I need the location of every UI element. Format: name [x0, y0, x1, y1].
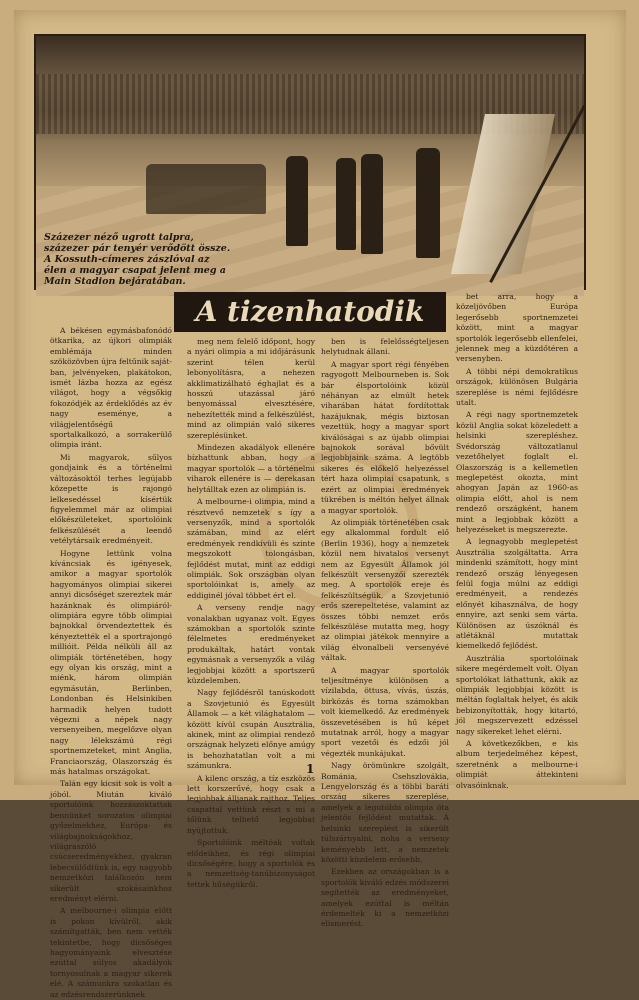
- paragraph: A melbourne-i olimpia, mind a résztvevő nemzetek s így a versenyzők, mind a sportolók számában, mind az elért eredmények rendkívüli és szinte megszokott tolongásban, fejlődést mutat, mint az eddigi olimpiák. Sok országban olyan sportolóinkat is, amely az eddiginél jóval többet ért el.: [187, 497, 315, 600]
- athlete-figure: [146, 164, 266, 214]
- text-column-4: [456, 292, 578, 790]
- paragraph: Talán egy kicsit sok is volt a jóból. Miután kiváló sportolóink hozzászoktattak bennünket sorozatos olimpiai győzelmekhez, Európa- és világbajnokságokhoz, világraszóló csúcseredményekhez, gyakran lebecsülődtünk is, egy nagyobb nemzetközi találkozón nem sikerült szokásainkhoz eredményt elérni.: [50, 779, 172, 903]
- paragraph: A következőkben, e kis album terjedelméhez képest, szeretnénk a melbourne-i olimpiát áttekinteni olvasóinknak.: [456, 739, 578, 790]
- paragraph: Sportolóink méltóak voltak elődeikhez, és régi olimpiai dicsőségére, hogy a sportolók és a nemzetiség-tanúbizonyságot tettek hűségükről.: [187, 838, 315, 889]
- paragraph: A többi népi demokratikus országok, különösen Bulgária szereplése is némi fejlődésre utalt.: [456, 366, 578, 408]
- paragraph: meg nem felelő időpont, hogy a nyári olimpia a mi időjárásunk szerint télen kerül lebonyolításra, a nehezen akklimatizálható éghajlat és a hosszú utazással járó benyomással elvesztésére, nehezítették mind a felkészülést, mind az olimpián való sikeres szereplésünket.: [187, 337, 315, 440]
- paragraph: A legnagyobb meglepetést Ausztrália szolgáltatta. Arra mindenki számított, hogy mint rendező ország lényegesen felül fogja múlni az eddigi eredményeit, a rendezés előnyét kihasználva, de hogy ennyire, azt senki sem várta. Különösen az úszóknál és atlétáknál mutattak kiemelkedő fejlődést.: [456, 537, 578, 651]
- paragraph: Ezekben az országokban is a sportolók kiváló edzés módszerei segítették az eredményeket, amelyek ezúttal is méltán érdemelték ki a nemzetközi elismerést.: [321, 867, 449, 929]
- paragraph: bet arra, hogy a közeljövőben Európa legerősebb sportnemzetei között, mint a magyar sportolók legerősebb ellenfelei, jelennek meg a küzdőtéren a versenyben.: [456, 292, 578, 364]
- paragraph: A melbourne-i olimpia előtt is pokon kívülről, akik számítgatták, ben nem vették tekintetbe, hogy dicsőséges hagyományaink elvesztése ezúttal súlyos akadályok tornyosulnak a magyar sikerek elé. A számunkra szokatlan és az edzésrendszerünknek: [50, 906, 172, 999]
- paragraph: Mindezen akadályok ellenére bízhattunk abban, hogy a magyar sportolók — a történelmi viharok ellenére is — derekasan helytálltak ezen az olimpián is.: [187, 443, 315, 494]
- paragraph: Ausztrália sportolóinak sikere megérdemelt volt. Olyan sportolókat láthattunk, akik az olimpiák legjobbjai között is méltán foglaltak helyet, és akik bebizonyították, hogy kitartó, jól megszervezett edzéssel nagy sikereket lehet elérni.: [456, 653, 578, 736]
- paragraph: A magyar sport régi fényében ragyogott Melbourneben is. Sok bár élsportolóink közül néhányan az elmúlt hetek viharában hátat fordítottak hazájuknak, mégis biztosan vezettük, hogy a magyar sport kiválóságai s az újabb olimpiai bajnokok sorával bővült legjobbjaink száma. A legtöbb sikeres és előkelő helyezéssel tért haza olimpiai csapatunk, s ezért az olimpiai eredmények tükrében is méltón helyet állnak a magyar sportolók.: [321, 359, 449, 515]
- paragraph: A régi nagy sportnemzetek közül Anglia sokat közeledett a helsinki szerepléshez. Svédország változatlanul vezetőhelyet foglalt el. Olaszország is a kellemetlen meglepetést okozta, mint ahogyan Japán az 1960-as olimpia előtt, ahol is nem rendező országként, hanem mint a legjobbak között a helyezéseket is megszerezte.: [456, 410, 578, 534]
- paragraph: Mi magyarok, sűlyos gondjaink és a történelmi változásoktól terhes legújabb közepette is rajongó lelkesedéssel kísértük figyelemmel már az olimpiai előkészületeket, sportolóink felkészülését a leendő vetélytársaik eredményeit.: [50, 452, 172, 546]
- paragraph: A kilenc ország, a tíz eszközös lett korszerűvé, hogy csak a legjobbak álljanak rajthoz. Teljes csapattal vettünk részt s mi a tőlünk telhető legjobbat nyújtottuk.: [187, 773, 315, 835]
- page-number: 1: [306, 762, 315, 776]
- paragraph: Hogyne lettünk volna kíváncsiak és igényesek, amikor a magyar sportolók hagyományos olimpiai sikerei annyi dicsőséget szereztek már hazánknak és olimpiáról-olimpiára egyre több olimpiai bajnokkal örvendeztettek és kényeztették el a sportrajongó millióit. Példa nélküli áll az olimpiák történetében, hogy egy olyan kis ország, mint a miénk, három olimpián egymásután, Berlinben, Londonban és Helsinkiben harmadik helyen tudott végezni a népek nagy versenyeiben, megelőzve olyan nagy lélekszámú régi sportnemzeteket, mint Anglia, Franciaország, Olaszország és más hatalmas országokat.: [50, 548, 172, 777]
- athlete-figure: [416, 148, 440, 258]
- paragraph: Nagy örömünkre szolgált, Románia, Csehszlovákia, Lengyelország és a többi baráti ország sikeres szereplése, amelyek a legutóbbi olimpia óta jelentős fejlődést mutattak. A helsinki szereplést is sikerült túlszárnyalni, noha a verseny keményebb lett, a nemzetek közötti küzdelem erősebb.: [321, 761, 449, 864]
- title-banner: [174, 292, 446, 332]
- athlete-figure: [286, 156, 308, 246]
- paragraph: A verseny rendje nagy vonalakban ugyanaz volt. Egyes számokban a sportolók szinte félelmetes eredményeket produkáltak, határt vontak egymásnak a versenyzők a világ legjobbjai között a sportszerű küzdelemben.: [187, 603, 315, 685]
- article-title: A tizenhatodik: [195, 295, 425, 328]
- text-column-3: [321, 337, 449, 929]
- paragraph: ben is felelősségteljesen helytudnak állani.: [321, 337, 449, 357]
- paragraph: Az olimpiák történetében csak egy alkalommal fordult elő (Berlin 1936), hogy a nemzetek közül nem hivatalos versenyt nem az Egyesült Államok jól felkészült versenyzői szerezték meg. A sportolók ereje és felkészültségük, a Szovjetunió erős szerepeltetése, valamint az összes többi nemzet erős felkészülése mutatta meg, hogy az olimpiai játékok mennyire a világ élvonalbeli versenyévé váltak.: [321, 517, 449, 663]
- paragraph: Nagy fejlődésről tanúskodott a Szovjetunió és Egyesült Államok — a két világhatalom — között kívül csupán Ausztrália, akinek, mint az olimpiai rendező országnak helyzeti előnye amúgy is behozhatatlan volt a mi számunkra.: [187, 688, 315, 771]
- paragraph: A békésen egymásbafonódó ötkarika, az újkori olimpiák emblémája minden szöközövben újra feltűnik sajátban, jelvényeken, plakátokon, ismét lázba hozza az egész világot, hogy a végsőkig fokozódjék az érdeklődés az év nagy eseménye, a világjelentőségű sportalkalkozó, a sorrakerülő olimpia iránt.: [50, 326, 172, 450]
- paragraph: A magyar sportolók teljesítménye különösen a vízilabda, öttusa, vívás, úszás, birkózás és torna számokban volt kiemelkedő. Az eredmények összevetésében is hű képet mutatnak arról, hogy a magyar sport vezetői és edzői jól végezték munkájukat.: [321, 665, 449, 758]
- text-column-2: [187, 337, 315, 889]
- stadium-photo: [34, 34, 586, 290]
- athlete-figure: [336, 158, 356, 250]
- athlete-figure: [361, 154, 383, 254]
- photo-caption: Százezer néző ugrott talpra, százezer pár tenyér verődött össze. A Kossuth-címeres zászlóval az élen a magyar csapat jelent meg a Main Stadion bejáratában.: [44, 232, 231, 287]
- text-column-1: [50, 326, 172, 999]
- paper-sheet: [14, 10, 626, 999]
